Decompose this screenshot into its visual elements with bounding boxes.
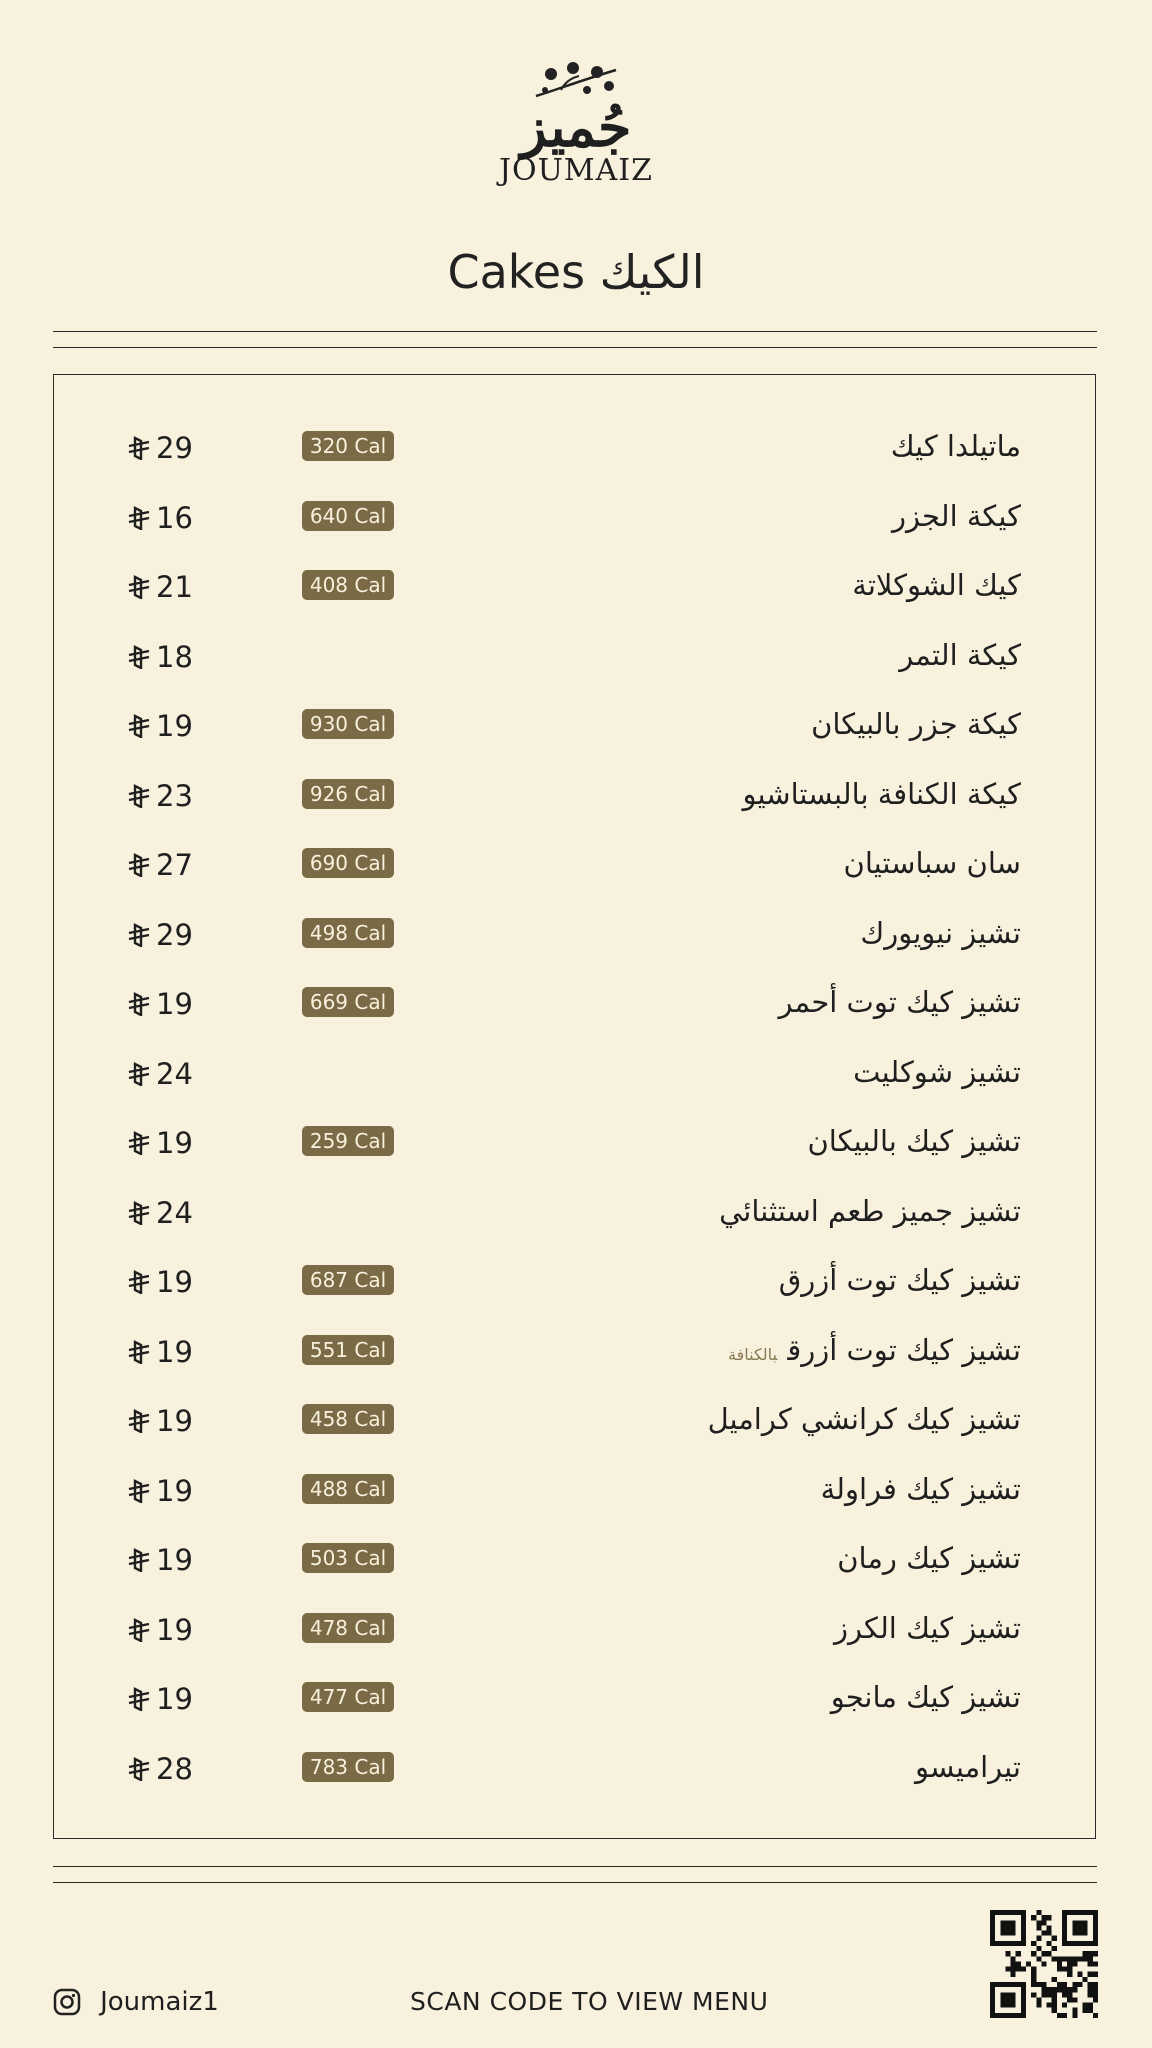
item-name-text: تشيز نيويورك	[860, 915, 1021, 950]
calorie-badge: 458 Cal	[302, 1404, 394, 1434]
item-name	[728, 1325, 1021, 1375]
menu-item	[54, 1186, 1097, 1236]
item-name	[891, 421, 1021, 471]
top-divider-1	[53, 331, 1097, 332]
riyal-icon	[128, 1618, 150, 1642]
menu-item	[54, 1047, 1097, 1097]
calorie-badge: 408 Cal	[302, 570, 394, 600]
scan-instruction: SCAN CODE TO VIEW MENU	[410, 1987, 769, 2016]
instagram-icon	[53, 1988, 81, 2016]
item-name	[837, 1533, 1021, 1583]
menu-item	[54, 1255, 1097, 1305]
riyal-icon	[128, 992, 150, 1016]
price-value: 23	[156, 778, 193, 813]
top-divider-2	[53, 347, 1097, 348]
bottom-divider-1	[53, 1866, 1097, 1867]
brand-logo	[0, 60, 1152, 188]
calorie-badge: 478 Cal	[302, 1613, 394, 1643]
riyal-icon	[128, 1479, 150, 1503]
item-name-text: تيراميسو	[914, 1749, 1021, 1784]
menu-item	[54, 1325, 1097, 1375]
item-price	[128, 1603, 193, 1653]
item-price	[128, 630, 193, 680]
price-value: 19	[156, 1473, 193, 1508]
item-price	[128, 699, 193, 749]
item-price	[128, 491, 193, 541]
riyal-icon	[128, 575, 150, 599]
calorie-badge: 687 Cal	[302, 1265, 394, 1295]
item-name-text: سان سباستيان	[843, 846, 1021, 880]
item-name-text: تشيز كيك الكرز	[833, 1610, 1021, 1645]
riyal-icon	[128, 1062, 150, 1086]
item-name-text: تشيز كيك بالبيكان	[807, 1124, 1021, 1158]
calorie-badge: 930 Cal	[302, 709, 394, 739]
item-name	[860, 908, 1021, 958]
item-name	[834, 1603, 1021, 1653]
riyal-icon	[128, 436, 150, 460]
calorie-badge: 259 Cal	[302, 1126, 394, 1156]
price-value: 21	[156, 570, 193, 604]
price-value: 19	[156, 987, 193, 1021]
instagram-link[interactable]	[53, 1986, 219, 2018]
item-name	[915, 1742, 1021, 1792]
riyal-icon	[128, 923, 150, 947]
price-value: 16	[156, 500, 193, 535]
price-value: 24	[156, 1056, 193, 1091]
price-value: 19	[156, 1543, 193, 1577]
menu-item	[54, 1603, 1097, 1653]
price-value: 28	[156, 1751, 193, 1786]
calorie-badge: 783 Cal	[302, 1752, 394, 1782]
item-name	[779, 977, 1021, 1027]
item-name-text: كيكة التمر	[899, 637, 1021, 672]
menu-item	[54, 1464, 1097, 1514]
item-name-text: تشيز كيك كرانشي كراميل	[707, 1402, 1021, 1436]
item-name	[852, 560, 1021, 610]
price-value: 19	[156, 1265, 193, 1299]
riyal-icon	[128, 1687, 150, 1711]
item-name	[853, 1047, 1021, 1097]
item-name	[899, 630, 1021, 680]
item-price	[128, 560, 193, 610]
price-value: 19	[156, 709, 193, 743]
price-value: 19	[156, 1404, 193, 1438]
item-price	[128, 1533, 193, 1583]
item-price	[128, 769, 193, 819]
item-price	[128, 1742, 193, 1792]
page-title: Cakes الكيك	[447, 245, 705, 299]
item-name	[743, 769, 1021, 819]
menu-list	[53, 374, 1096, 1839]
item-price	[128, 421, 193, 471]
logo-english: JOUMAIZ	[499, 153, 653, 188]
menu-item	[54, 560, 1097, 610]
item-price	[128, 977, 193, 1027]
item-name	[821, 1464, 1021, 1514]
item-name-text: كيك الشوكلاتة	[852, 568, 1021, 602]
item-name	[708, 1394, 1021, 1444]
calorie-badge: 690 Cal	[302, 848, 394, 878]
item-name-text: تشيز كيك توت أزرق	[778, 1263, 1021, 1297]
riyal-icon	[128, 1757, 150, 1781]
item-price	[128, 1325, 193, 1375]
calorie-badge: 320 Cal	[302, 431, 394, 461]
price-value: 29	[156, 431, 193, 465]
riyal-icon	[128, 1270, 150, 1294]
item-name-text: كيكة الكنافة بالبستاشيو	[742, 776, 1021, 811]
item-name	[779, 1255, 1021, 1305]
item-price	[128, 1464, 193, 1514]
price-value: 29	[156, 917, 193, 952]
menu-item	[54, 421, 1097, 471]
item-price	[128, 1186, 193, 1236]
bottom-divider-2	[53, 1882, 1097, 1883]
item-name	[807, 1116, 1021, 1166]
calorie-badge: 926 Cal	[302, 779, 394, 809]
riyal-icon	[128, 506, 150, 530]
price-value: 24	[156, 1195, 193, 1230]
item-price	[128, 1255, 193, 1305]
item-name-text: تشيز كيك توت أزرق	[787, 1332, 1021, 1367]
menu-item	[54, 1742, 1097, 1792]
item-name-text: كيكة الجزر	[892, 498, 1021, 533]
qr-code-icon[interactable]	[990, 1910, 1098, 2018]
riyal-icon	[128, 714, 150, 738]
item-subtitle: بالكنافة	[728, 1344, 778, 1364]
menu-item	[54, 838, 1097, 888]
item-name	[831, 1672, 1021, 1722]
logo-arabic: جُميز	[520, 95, 632, 159]
price-value: 27	[156, 848, 193, 882]
menu-item	[54, 908, 1097, 958]
price-value: 18	[156, 639, 193, 674]
item-price	[128, 1116, 193, 1166]
price-value: 19	[156, 1612, 193, 1647]
item-name-text: كيكة جزر بالبيكان	[811, 707, 1021, 741]
item-name-text: تشيز كيك رمان	[837, 1541, 1021, 1575]
calorie-badge: 498 Cal	[302, 918, 394, 948]
item-name	[892, 491, 1021, 541]
calorie-badge: 551 Cal	[302, 1335, 394, 1365]
menu-item	[54, 769, 1097, 819]
item-name	[811, 699, 1021, 749]
menu-item	[54, 491, 1097, 541]
price-value: 19	[156, 1126, 193, 1160]
item-price	[128, 838, 193, 888]
calorie-badge: 503 Cal	[302, 1543, 394, 1573]
riyal-icon	[128, 853, 150, 877]
menu-item	[54, 630, 1097, 680]
riyal-icon	[128, 784, 150, 808]
calorie-badge: 669 Cal	[302, 987, 394, 1017]
item-name-text: تشيز كيك فراولة	[820, 1471, 1021, 1506]
item-price	[128, 1672, 193, 1722]
riyal-icon	[128, 1409, 150, 1433]
instagram-handle: Joumaiz1	[100, 1987, 219, 2017]
calorie-badge: 477 Cal	[302, 1682, 394, 1712]
menu-item	[54, 1533, 1097, 1583]
item-name	[844, 838, 1021, 888]
price-value: 19	[156, 1682, 193, 1716]
item-name-text: تشيز كيك مانجو	[830, 1680, 1021, 1714]
menu-item	[54, 1394, 1097, 1444]
item-name	[719, 1186, 1021, 1236]
riyal-icon	[128, 1131, 150, 1155]
item-price	[128, 908, 193, 958]
item-name-text: تشيز شوكليت	[853, 1054, 1021, 1089]
item-name-text: ماتيلدا كيك	[890, 429, 1021, 463]
item-price	[128, 1394, 193, 1444]
item-name-text: تشيز كيك توت أحمر	[778, 985, 1021, 1019]
menu-item	[54, 699, 1097, 749]
price-value: 19	[156, 1334, 193, 1369]
menu-item	[54, 1116, 1097, 1166]
menu-item	[54, 977, 1097, 1027]
item-name-text: تشيز جميز طعم استثنائي	[719, 1193, 1021, 1228]
calorie-badge: 640 Cal	[302, 501, 394, 531]
item-price	[128, 1047, 193, 1097]
calorie-badge: 488 Cal	[302, 1474, 394, 1504]
riyal-icon	[128, 1201, 150, 1225]
menu-item	[54, 1672, 1097, 1722]
riyal-icon	[128, 645, 150, 669]
riyal-icon	[128, 1340, 150, 1364]
riyal-icon	[128, 1548, 150, 1572]
